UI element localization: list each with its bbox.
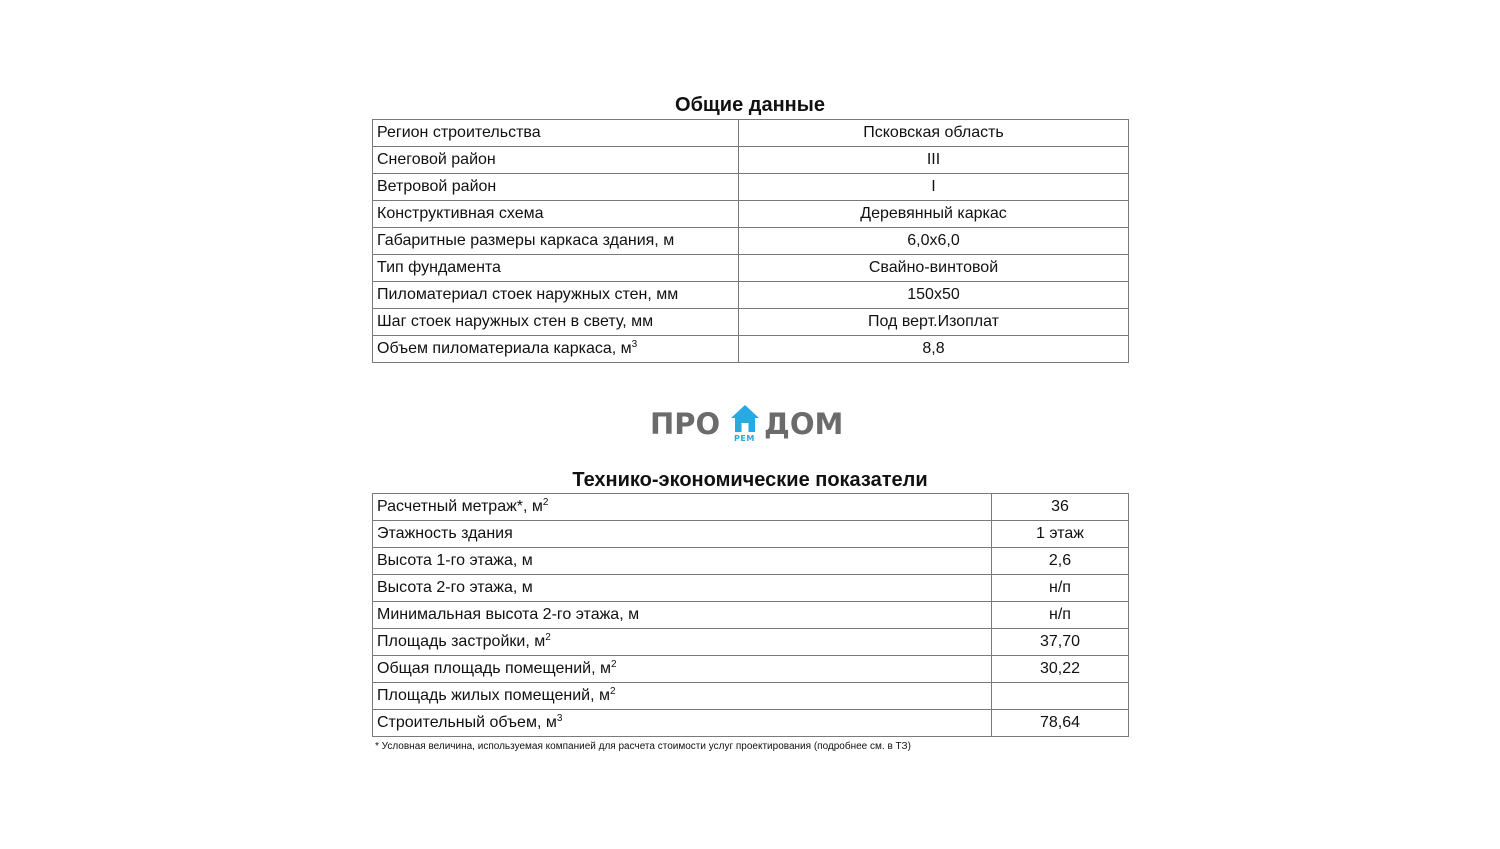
table-row [373,683,1129,710]
logo-text-small: РЕМ [734,434,755,443]
row-label: Конструктивная схема [373,201,739,228]
table-row [373,282,1129,309]
unit-exponent: 2 [609,686,616,697]
row-value: 1 этаж [992,521,1129,548]
table-row [373,494,1129,521]
row-value: Под верт.Изоплат [739,309,1129,336]
table-row [373,255,1129,282]
unit-exponent: 3 [631,339,638,350]
row-value: 2,6 [992,548,1129,575]
table-row [373,710,1129,737]
row-value [992,683,1129,710]
unit-exponent: 2 [610,659,617,670]
row-label-cell [373,494,992,521]
row-label: Ветровой район [373,174,739,201]
row-value: н/п [992,602,1129,629]
row-label: Общая площадь помещений, м [377,660,611,677]
row-value: Псковская область [739,120,1129,147]
row-label-cell [373,656,992,683]
row-label: Расчетный метраж*, м [377,498,543,515]
row-label: Высота 1-го этажа, м [373,548,992,575]
row-value: Деревянный каркас [739,201,1129,228]
row-label-cell [373,336,739,363]
row-label-cell [373,710,992,737]
general-data-table [372,119,1129,363]
row-value: 36 [992,494,1129,521]
row-label: Площадь жилых помещений, м [377,687,610,704]
table-row [373,656,1129,683]
row-value: I [739,174,1129,201]
row-label: Шаг стоек наружных стен в свету, мм [373,309,739,336]
table-row [373,521,1129,548]
table-row [373,548,1129,575]
row-value: Свайно-винтовой [739,255,1129,282]
row-label: Снеговой район [373,147,739,174]
row-label: Объем пиломатериала каркаса, м [377,340,632,357]
logo-text-right: ДОМ [764,407,844,441]
row-label: Тип фундамента [373,255,739,282]
row-label: Высота 2-го этажа, м [373,575,992,602]
table-row [373,629,1129,656]
table-row [373,147,1129,174]
row-label-cell [373,629,992,656]
indicators-table [372,493,1129,737]
row-label: Пиломатериал стоек наружных стен, мм [373,282,739,309]
row-label: Строительный объем, м [377,714,557,731]
indicators-title: Технико-экономические показатели [572,469,928,491]
table-row [373,228,1129,255]
row-value: 150х50 [739,282,1129,309]
table-row [373,174,1129,201]
row-value: 6,0х6,0 [739,228,1129,255]
logo-text-left: ПРО [650,407,721,441]
table-row [373,120,1129,147]
row-value: 30,22 [992,656,1129,683]
row-label-cell [373,683,992,710]
unit-exponent: 2 [545,632,551,643]
table-row [373,336,1129,363]
table-row [373,602,1129,629]
row-label: Этажность здания [373,521,992,548]
row-value: 8,8 [739,336,1129,363]
table-row [373,575,1129,602]
row-value: III [739,147,1129,174]
row-value: н/п [992,575,1129,602]
row-value: 37,70 [992,629,1129,656]
table-row [373,201,1129,228]
row-label: Габаритные размеры каркаса здания, м [373,228,739,255]
footnote: * Условная величина, используемая компанией для расчета стоимости услуг проектирования (подробнее см. в ТЗ) [375,741,911,752]
house-icon [729,403,761,435]
table-row [373,309,1129,336]
row-label: Регион строительства [373,120,739,147]
row-value: 78,64 [992,710,1129,737]
general-data-title: Общие данные [675,94,825,116]
row-label: Минимальная высота 2-го этажа, м [373,602,992,629]
unit-exponent: 2 [542,497,549,508]
company-logo [650,403,850,447]
unit-exponent: 3 [556,713,563,724]
row-label: Площадь застройки, м [377,633,546,650]
